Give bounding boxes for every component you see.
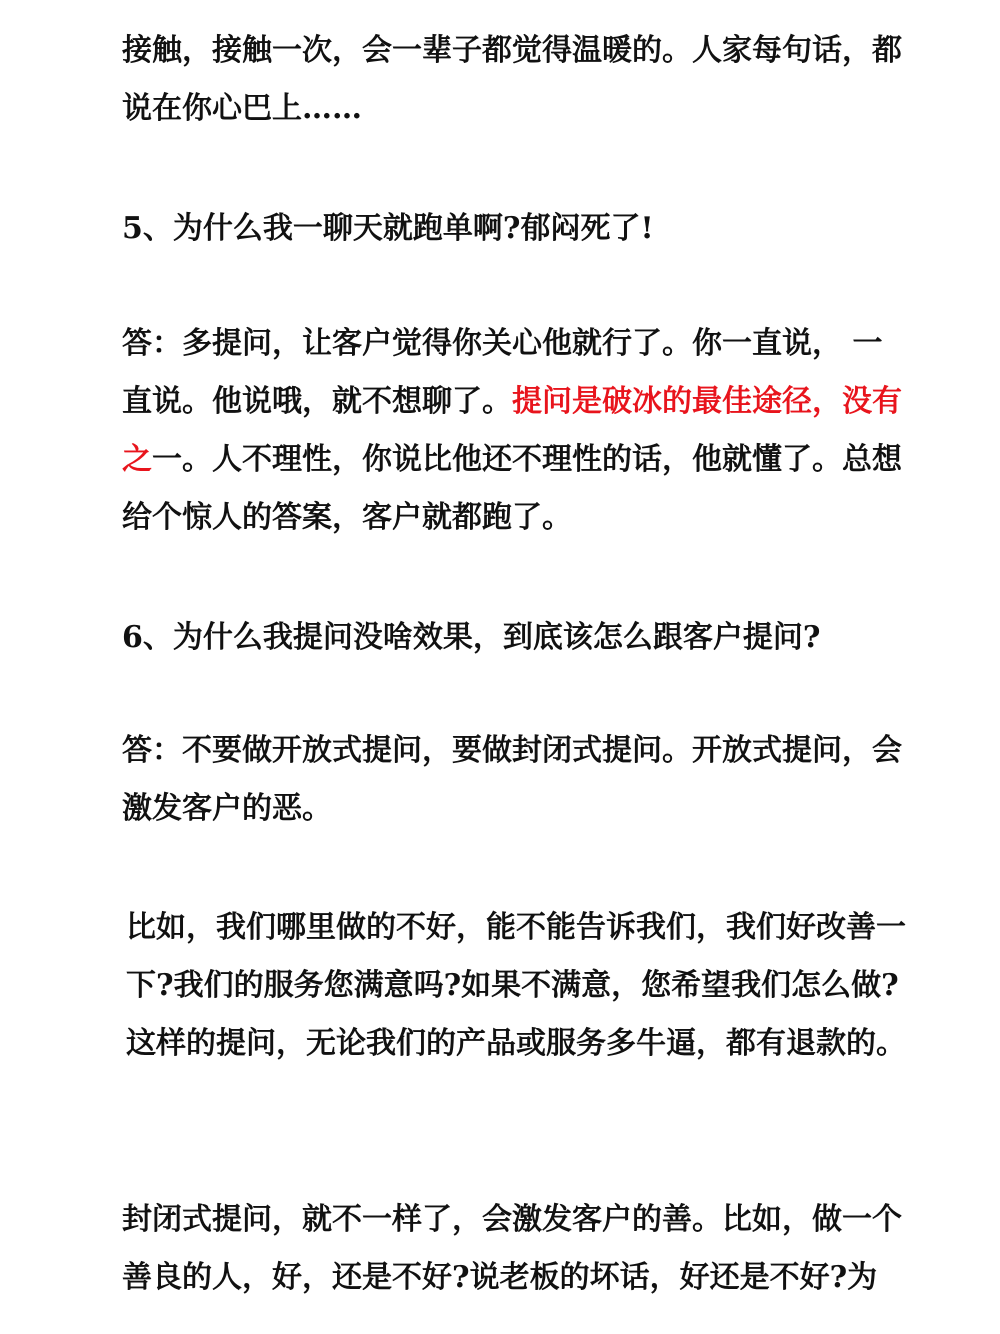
answer-5-paragraph	[122, 315, 912, 547]
question-6-heading: 6、为什么我提问没啥效果，到底该怎么跟客户提问?	[122, 620, 821, 655]
answer-5-text-before: 答：多提问，让客户觉得你关心他就行了。你一直说， 一直说。他说哦，就不想聊了。	[122, 326, 883, 419]
example-open-questions-paragraph: 比如，我们哪里做的不好，能不能告诉我们，我们好改善一下?我们的服务您满意吗?如果不满意，您希望我们怎么做?这样的提问，无论我们的产品或服务多牛逼，都有退款的。	[126, 910, 906, 1061]
answer-5-highlight-text: 提问是破冰的最佳途径，没有之	[122, 384, 902, 477]
paragraph-intro-continuation: 接触，接触一次，会一辈子都觉得温暖的。人家每句话，都说在你心巴上……	[122, 33, 902, 126]
answer-5-text-after: 一。人不理性，你说比他还不理性的话，他就懂了。总想给个惊人的答案，客户就都跑了。	[122, 442, 902, 535]
answer-6-paragraph: 答：不要做开放式提问，要做封闭式提问。开放式提问，会激发客户的恶。	[122, 733, 902, 826]
question-5-heading: 5、为什么我一聊天就跑单啊?郁闷死了!	[122, 211, 654, 246]
closed-questions-paragraph: 封闭式提问，就不一样了，会激发客户的善。比如，做一个善良的人，好，还是不好?说老板的坏话，好还是不好?为	[122, 1202, 902, 1295]
